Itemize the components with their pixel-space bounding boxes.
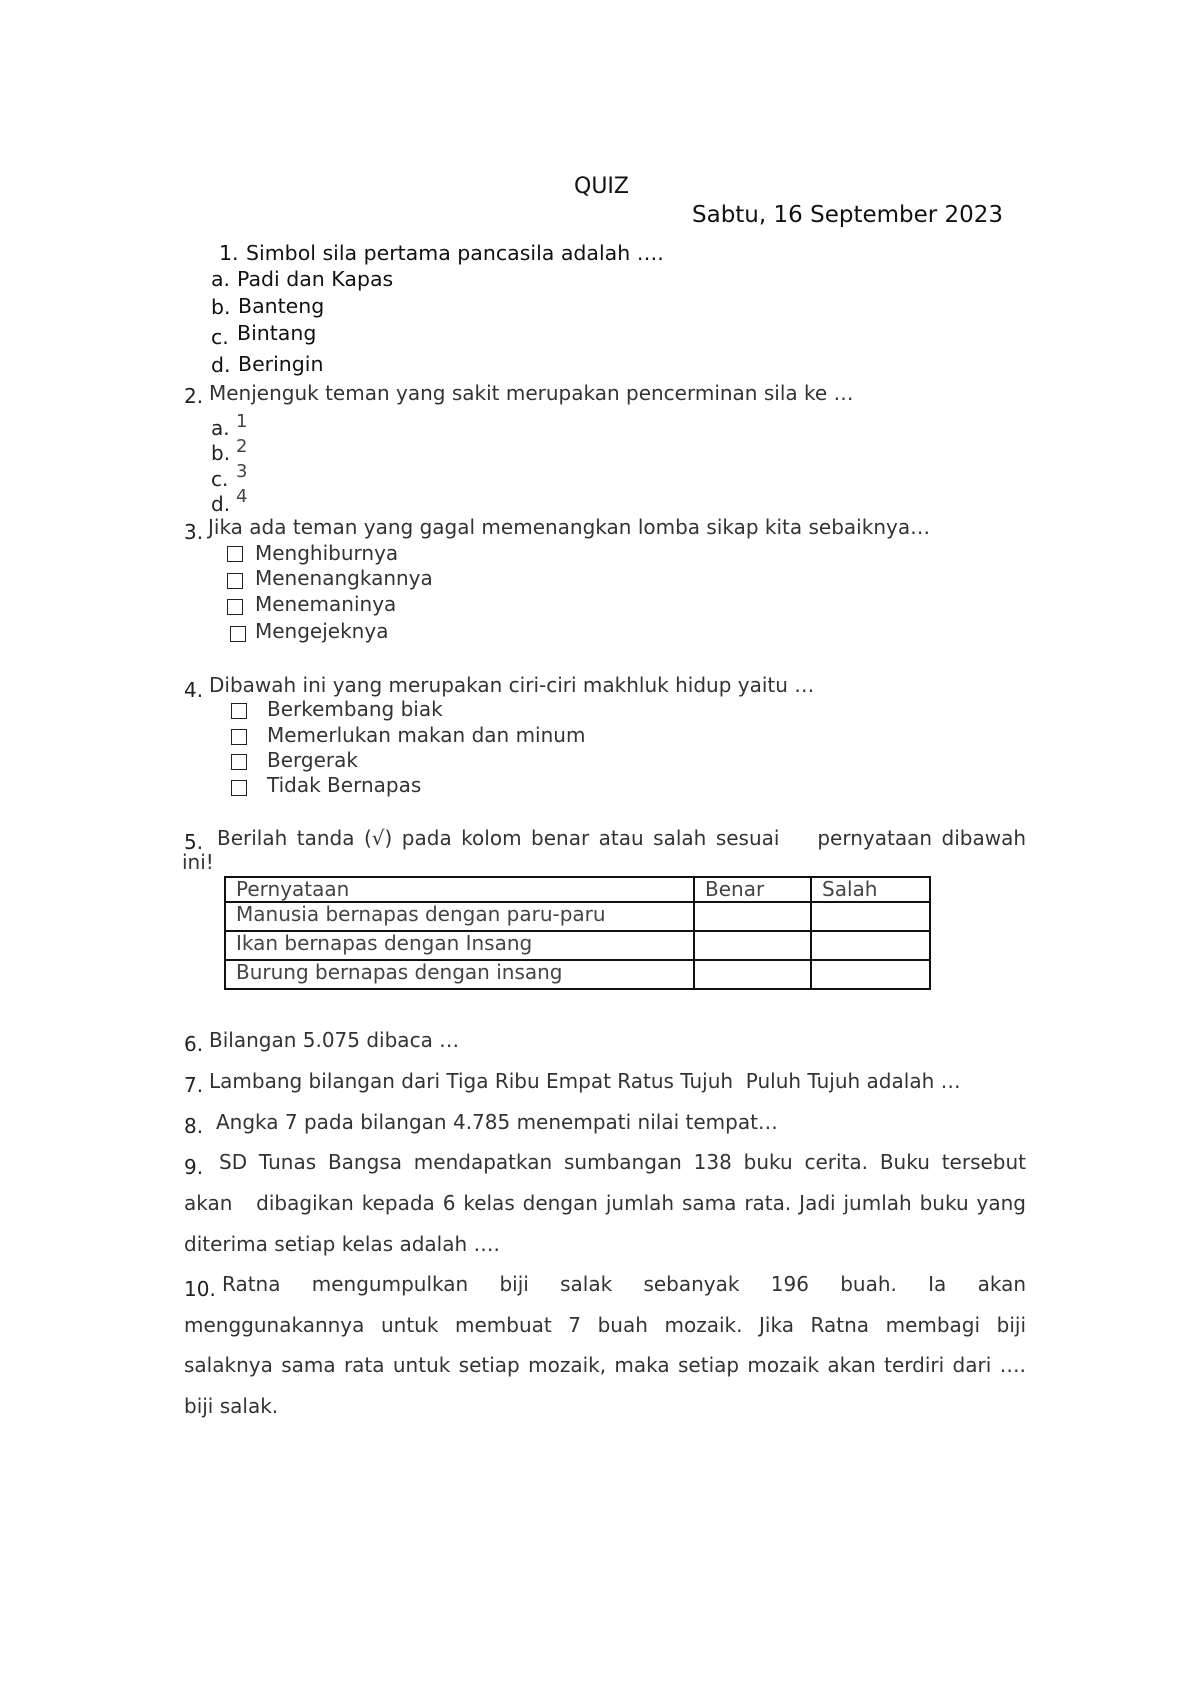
question-number: 4.: [184, 678, 204, 702]
question-text: Berilah tanda (√) pada kolom benar atau salah sesuai pernyataan dibawah: [217, 826, 1026, 850]
option-letter: b.: [211, 295, 231, 319]
option-text: Bintang: [237, 321, 317, 345]
checkbox-label: Menghiburnya: [255, 541, 399, 565]
true-answer-cell[interactable]: [694, 960, 811, 989]
statement-cell: Burung bernapas dengan insang: [225, 960, 694, 989]
option-text: 3: [236, 461, 248, 482]
question-text: Angka 7 pada bilangan 4.785 menempati nilai tempat…: [216, 1110, 778, 1134]
checkbox-label: Mengejeknya: [255, 619, 389, 643]
column-header-true: Benar: [694, 877, 811, 902]
checkbox[interactable]: [231, 780, 247, 796]
option-text: 4: [236, 486, 248, 507]
question-text-line: salaknya sama rata untuk setiap mozaik, maka setiap mozaik akan terdiri dari ….: [184, 1353, 1026, 1377]
false-answer-cell[interactable]: [811, 931, 930, 960]
true-answer-cell[interactable]: [694, 902, 811, 931]
option-letter: a.: [211, 416, 230, 440]
table-row: [225, 902, 930, 931]
checkbox-label: Menenangkannya: [255, 566, 433, 590]
question-number: 3.: [184, 520, 204, 544]
quiz-title: QUIZ: [574, 174, 629, 199]
option-text: 2: [236, 436, 248, 457]
checkbox[interactable]: [227, 599, 243, 615]
question-number: 10.: [184, 1277, 216, 1301]
question-text-line: SD Tunas Bangsa mendapatkan sumbangan 138 buku cerita. Buku tersebut: [219, 1150, 1026, 1174]
question-text-continued: ini!: [182, 850, 214, 874]
question-text: Bilangan 5.075 dibaca …: [209, 1028, 460, 1052]
checkbox[interactable]: [231, 729, 247, 745]
question-number: 5.: [184, 830, 204, 854]
question-text: Lambang bilangan dari Tiga Ribu Empat Ratus Tujuh Puluh Tujuh adalah …: [209, 1069, 961, 1093]
column-header-statement: Pernyataan: [225, 877, 694, 902]
option-text: Beringin: [238, 352, 324, 376]
option-letter: b.: [211, 441, 231, 465]
question-text-line: akan dibagikan kepada 6 kelas dengan jumlah sama rata. Jadi jumlah buku yang: [184, 1191, 1026, 1215]
option-text: 1: [236, 411, 248, 432]
question-number: 8.: [184, 1114, 204, 1138]
question-number: 6.: [184, 1032, 204, 1056]
option-letter: c.: [211, 325, 229, 349]
option-letter: a.: [211, 267, 231, 291]
question-text: Menjenguk teman yang sakit merupakan pencerminan sila ke …: [209, 381, 854, 405]
question-text-line: biji salak.: [184, 1394, 279, 1418]
checkbox[interactable]: [231, 754, 247, 770]
checkbox[interactable]: [227, 546, 243, 562]
option-letter: c.: [211, 467, 229, 491]
question-text-line: Ratna mengumpulkan biji salak sebanyak 196 buah. Ia akan: [222, 1272, 1026, 1296]
table-row: [225, 960, 930, 989]
table-header-row: [225, 877, 930, 902]
option-letter: d.: [211, 492, 231, 516]
question-text-line: diterima setiap kelas adalah ….: [184, 1232, 500, 1256]
table-row: [225, 931, 930, 960]
false-answer-cell[interactable]: [811, 902, 930, 931]
option-letter: d.: [211, 353, 231, 377]
statement-cell: Manusia bernapas dengan paru-paru: [225, 902, 694, 931]
quiz-date: Sabtu, 16 September 2023: [692, 202, 1004, 228]
question-number: 9.: [184, 1155, 204, 1179]
question-number: 2.: [184, 384, 204, 408]
question-number: 7.: [184, 1073, 204, 1097]
statement-cell: Ikan bernapas dengan Insang: [225, 931, 694, 960]
option-text: Banteng: [238, 294, 325, 318]
checkbox[interactable]: [227, 573, 243, 589]
true-answer-cell[interactable]: [694, 931, 811, 960]
question-text: Dibawah ini yang merupakan ciri-ciri makhluk hidup yaitu …: [209, 673, 815, 697]
question-text-line: menggunakannya untuk membuat 7 buah mozaik. Jika Ratna membagi biji: [184, 1313, 1026, 1337]
checkbox-label: Tidak Bernapas: [267, 773, 422, 797]
question-text: Simbol sila pertama pancasila adalah ….: [246, 241, 664, 265]
checkbox-label: Memerlukan makan dan minum: [267, 723, 586, 747]
checkbox-label: Bergerak: [267, 748, 358, 772]
checkbox[interactable]: [230, 626, 246, 642]
false-answer-cell[interactable]: [811, 960, 930, 989]
question-text: Jika ada teman yang gagal memenangkan lomba sikap kita sebaiknya…: [208, 515, 931, 539]
statement-table: [224, 876, 931, 990]
checkbox-label: Berkembang biak: [267, 697, 443, 721]
question-number: 1.: [219, 241, 239, 265]
checkbox[interactable]: [231, 703, 247, 719]
checkbox-label: Menemaninya: [255, 592, 397, 616]
column-header-false: Salah: [811, 877, 930, 902]
option-text: Padi dan Kapas: [237, 267, 394, 291]
